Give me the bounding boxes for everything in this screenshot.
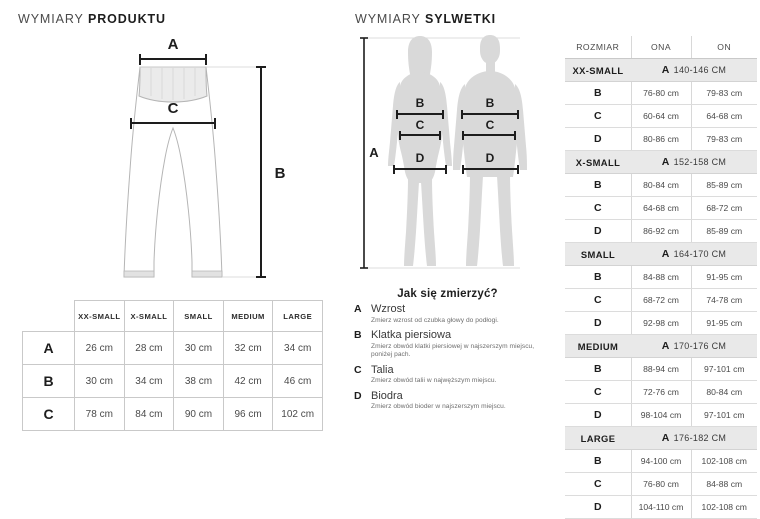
size-row-label-medium-b: B xyxy=(565,358,631,381)
size-group-header-xx-small xyxy=(565,59,757,82)
table-row xyxy=(565,105,757,128)
size-cell-small-c-on: 74-78 cm xyxy=(691,289,757,312)
size-row-label-large-b: B xyxy=(565,450,631,473)
howto-desc-a: Zmierz wzrost od czubka głowy do podłogi. xyxy=(371,316,499,324)
product-cell-a-medium: 32 cm xyxy=(223,332,273,365)
male-chest-label: B xyxy=(485,96,495,110)
size-cell-small-b-ona: 84-88 cm xyxy=(631,266,691,289)
table-row xyxy=(565,496,757,519)
size-header-rozmiar: ROZMIAR xyxy=(565,36,631,59)
dimension-height-rule xyxy=(360,38,368,268)
size-group-name-medium: MEDIUM xyxy=(565,335,631,358)
size-cell-medium-c-on: 80-84 cm xyxy=(691,381,757,404)
dimension-b-rule xyxy=(256,67,266,277)
howto-item-waist xyxy=(354,364,554,386)
product-column-xx-small: XX-SMALL xyxy=(75,301,125,332)
size-cell-x-small-b-on: 85-89 cm xyxy=(691,174,757,197)
product-cell-c-medium: 96 cm xyxy=(223,398,273,431)
size-cell-medium-d-on: 97-101 cm xyxy=(691,404,757,427)
product-table-header-row xyxy=(23,301,323,332)
leggings-cuff-right xyxy=(192,271,222,277)
female-hips-label: D xyxy=(415,151,425,165)
female-waist-label: C xyxy=(415,118,425,132)
product-cell-b-xx-small: 30 cm xyxy=(75,365,125,398)
table-row xyxy=(23,398,323,431)
size-row-label-small-b: B xyxy=(565,266,631,289)
size-row-label-x-small-c: C xyxy=(565,197,631,220)
dimension-c-label: C xyxy=(167,100,179,117)
howto-letter-c: C xyxy=(354,363,362,376)
size-group-name-small: SMALL xyxy=(565,243,631,266)
table-row xyxy=(565,174,757,197)
size-cell-x-small-c-on: 68-72 cm xyxy=(691,197,757,220)
body-dimensions-panel xyxy=(345,0,560,456)
size-cell-xx-small-c-ona: 60-64 cm xyxy=(631,105,691,128)
dimension-a-label: A xyxy=(167,36,179,53)
product-cell-a-xx-small: 26 cm xyxy=(75,332,125,365)
size-chart-panel xyxy=(560,0,760,513)
size-group-value-medium: 170-176 CM xyxy=(673,341,727,351)
product-row-label-c: C xyxy=(23,398,75,431)
size-cell-small-b-on: 91-95 cm xyxy=(691,266,757,289)
table-row xyxy=(565,381,757,404)
table-row xyxy=(565,312,757,335)
product-cell-c-large: 102 cm xyxy=(273,398,323,431)
product-cell-c-x-small: 84 cm xyxy=(124,398,174,431)
size-group-height-medium xyxy=(631,335,757,358)
product-section-title xyxy=(18,12,166,26)
howto-desc-d: Zmierz obwód bioder w najszerszym miejscu. xyxy=(371,403,506,411)
size-row-label-small-c: C xyxy=(565,289,631,312)
body-title-light: WYMIARY xyxy=(355,12,421,26)
size-cell-xx-small-d-ona: 80-86 cm xyxy=(631,128,691,151)
howto-letter-d: D xyxy=(354,389,362,402)
male-waist-label: C xyxy=(485,118,495,132)
table-row xyxy=(565,450,757,473)
size-cell-xx-small-c-on: 64-68 cm xyxy=(691,105,757,128)
product-cell-b-small: 38 cm xyxy=(174,365,224,398)
howto-name-b: Klatka piersiowa xyxy=(371,329,452,342)
dimension-b-label: B xyxy=(274,165,286,182)
size-group-header-medium xyxy=(565,335,757,358)
size-cell-small-d-on: 91-95 cm xyxy=(691,312,757,335)
size-cell-xx-small-b-on: 79-83 cm xyxy=(691,82,757,105)
size-row-label-large-c: C xyxy=(565,473,631,496)
howto-item-hips xyxy=(354,390,554,412)
table-row xyxy=(565,404,757,427)
size-cell-xx-small-b-ona: 76-80 cm xyxy=(631,82,691,105)
size-group-header-small xyxy=(565,243,757,266)
howto-name-d: Biodra xyxy=(371,389,403,402)
size-cell-x-small-c-ona: 64-68 cm xyxy=(631,197,691,220)
product-title-light: WYMIARY xyxy=(18,12,84,26)
size-group-height-xx-small xyxy=(631,59,757,82)
howto-item-height xyxy=(354,303,554,325)
silhouettes-svg xyxy=(350,30,555,285)
size-group-letter-x-small: A xyxy=(661,156,670,168)
size-group-value-large: 176-182 CM xyxy=(673,433,727,443)
product-cell-b-medium: 42 cm xyxy=(223,365,273,398)
size-group-letter-large: A xyxy=(661,432,670,444)
size-table-header-row xyxy=(565,36,757,59)
size-group-height-x-small xyxy=(631,151,757,174)
size-row-label-medium-c: C xyxy=(565,381,631,404)
product-size-table xyxy=(22,300,323,431)
size-row-label-small-d: D xyxy=(565,312,631,335)
howto-letter-a: A xyxy=(354,303,362,315)
product-column-x-small: X-SMALL xyxy=(124,301,174,332)
size-cell-small-c-ona: 68-72 cm xyxy=(631,289,691,312)
product-title-bold: PRODUKTU xyxy=(87,12,166,26)
size-group-name-large: LARGE xyxy=(565,427,631,450)
size-row-label-large-d: D xyxy=(565,496,631,519)
leggings-diagram xyxy=(18,30,328,290)
size-group-height-large xyxy=(631,427,757,450)
product-cell-a-small: 30 cm xyxy=(174,332,224,365)
howto-desc-c: Zmierz obwód talii w najwęższym miejscu. xyxy=(371,377,497,385)
size-group-name-x-small: X-SMALL xyxy=(565,151,631,174)
female-chest-label: B xyxy=(415,96,425,110)
howto-item-chest xyxy=(354,329,554,360)
product-cell-a-large: 34 cm xyxy=(273,332,323,365)
product-dimensions-panel xyxy=(0,0,345,456)
table-row xyxy=(565,128,757,151)
size-row-label-xx-small-d: D xyxy=(565,128,631,151)
table-row xyxy=(565,220,757,243)
table-row xyxy=(565,289,757,312)
size-cell-medium-b-ona: 88-94 cm xyxy=(631,358,691,381)
product-row-label-a: A xyxy=(23,332,75,365)
size-cell-x-small-d-ona: 86-92 cm xyxy=(631,220,691,243)
size-row-label-xx-small-c: C xyxy=(565,105,631,128)
howto-list xyxy=(354,303,554,416)
size-cell-small-d-ona: 92-98 cm xyxy=(631,312,691,335)
size-row-label-x-small-b: B xyxy=(565,174,631,197)
size-row-label-xx-small-b: B xyxy=(565,82,631,105)
product-cell-b-x-small: 34 cm xyxy=(124,365,174,398)
table-row xyxy=(565,358,757,381)
size-cell-medium-d-ona: 98-104 cm xyxy=(631,404,691,427)
product-table-corner xyxy=(23,301,75,332)
male-hips-label: D xyxy=(485,151,495,165)
table-row xyxy=(565,197,757,220)
size-cell-medium-b-on: 97-101 cm xyxy=(691,358,757,381)
product-cell-c-xx-small: 78 cm xyxy=(75,398,125,431)
product-column-large: LARGE xyxy=(273,301,323,332)
howto-name-c: Talia xyxy=(371,363,394,376)
leggings-cuff-left xyxy=(124,271,154,277)
table-row xyxy=(565,266,757,289)
size-group-header-large xyxy=(565,427,757,450)
size-cell-large-b-on: 102-108 cm xyxy=(691,450,757,473)
size-header-on: ON xyxy=(691,36,757,59)
product-column-small: SMALL xyxy=(174,301,224,332)
size-cell-large-c-on: 84-88 cm xyxy=(691,473,757,496)
howto-desc-b: Zmierz obwód klatki piersiowej w najszerszym miejscu, poniżej pach. xyxy=(371,342,535,359)
product-cell-b-large: 46 cm xyxy=(273,365,323,398)
size-group-letter-medium: A xyxy=(661,340,670,352)
size-group-value-xx-small: 140-146 CM xyxy=(673,65,727,75)
size-group-letter-xx-small: A xyxy=(661,64,670,76)
size-group-header-x-small xyxy=(565,151,757,174)
size-cell-large-d-on: 102-108 cm xyxy=(691,496,757,519)
size-row-label-x-small-d: D xyxy=(565,220,631,243)
body-title-bold: SYLWETKI xyxy=(424,12,497,26)
size-chart-table xyxy=(565,36,757,519)
body-section-title xyxy=(355,12,496,26)
howto-letter-b: B xyxy=(354,329,362,342)
size-group-letter-small: A xyxy=(661,248,670,260)
howto-name-a: Wzrost xyxy=(371,303,406,315)
size-group-value-x-small: 152-158 CM xyxy=(673,157,727,167)
size-cell-x-small-d-on: 85-89 cm xyxy=(691,220,757,243)
dimension-a-rule xyxy=(140,54,206,65)
size-cell-large-b-ona: 94-100 cm xyxy=(631,450,691,473)
size-row-label-medium-d: D xyxy=(565,404,631,427)
table-row xyxy=(23,332,323,365)
size-header-ona: ONA xyxy=(631,36,691,59)
size-cell-medium-c-ona: 72-76 cm xyxy=(631,381,691,404)
size-group-name-xx-small: XX-SMALL xyxy=(565,59,631,82)
size-cell-x-small-b-ona: 80-84 cm xyxy=(631,174,691,197)
size-cell-xx-small-d-on: 79-83 cm xyxy=(691,128,757,151)
table-row xyxy=(565,473,757,496)
product-column-medium: MEDIUM xyxy=(223,301,273,332)
howto-title: Jak się zmierzyć? xyxy=(397,288,498,300)
size-group-height-small xyxy=(631,243,757,266)
table-row xyxy=(23,365,323,398)
silhouettes-diagram xyxy=(350,30,555,285)
dimension-height-label: A xyxy=(369,145,379,160)
table-row xyxy=(565,82,757,105)
size-cell-large-c-ona: 76-80 cm xyxy=(631,473,691,496)
leggings-svg xyxy=(18,30,328,290)
product-cell-c-small: 90 cm xyxy=(174,398,224,431)
size-group-value-small: 164-170 CM xyxy=(673,249,727,259)
product-cell-a-x-small: 28 cm xyxy=(124,332,174,365)
size-cell-large-d-ona: 104-110 cm xyxy=(631,496,691,519)
product-row-label-b: B xyxy=(23,365,75,398)
